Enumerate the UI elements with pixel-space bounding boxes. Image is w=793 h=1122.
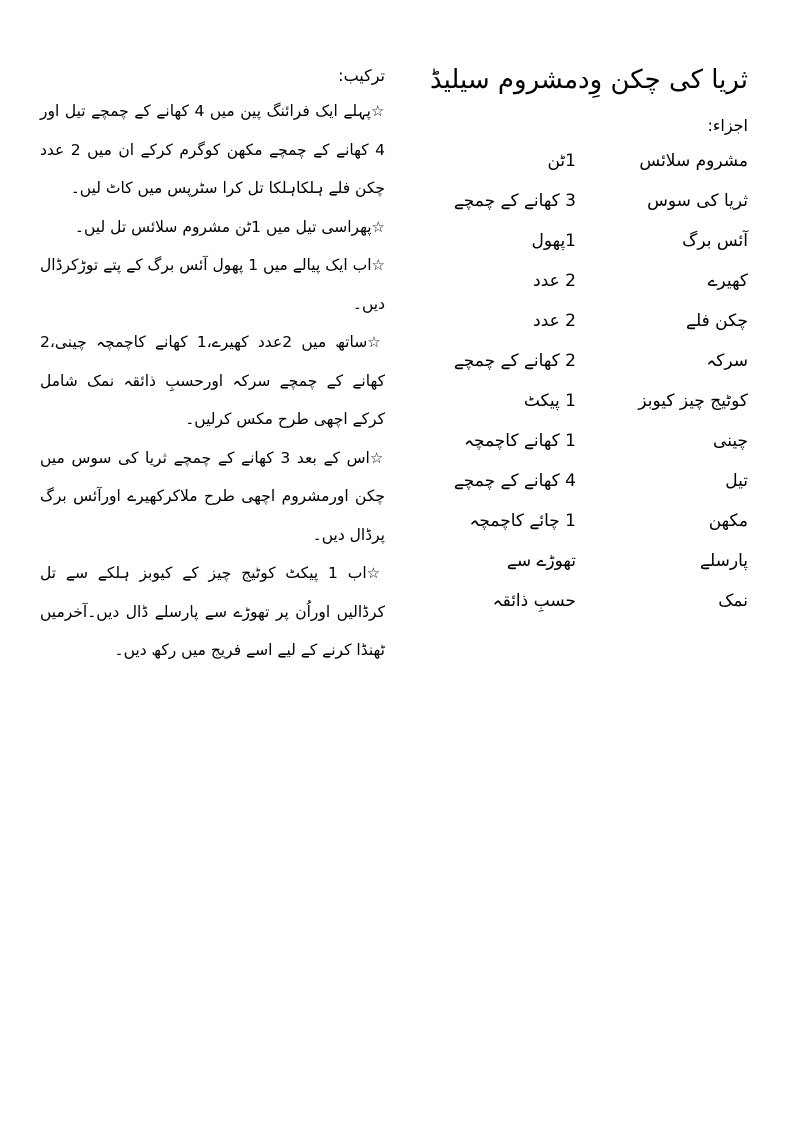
star-icon: ☆: [371, 217, 385, 236]
method-step-text: ساتھ میں 2عدد کھیرے،1 کھانے کاچمچہ چینی،2 کھانے کے چمچے سرکہ اورحسبِ ذائقہ نمک شامل کرکے اچھی طرح مکس کرلیں۔: [40, 333, 385, 428]
ingredient-row: [408, 382, 748, 420]
ingredient-quantity: تھوڑے سے: [506, 551, 576, 571]
ingredient-name: مشروم سلائس: [639, 151, 748, 171]
star-icon: ☆: [369, 448, 385, 467]
method-step: [40, 554, 385, 670]
ingredient-quantity: 1پھول: [531, 231, 576, 251]
ingredient-row: [408, 582, 748, 620]
ingredient-name: ثریا کی سوس: [647, 191, 748, 211]
ingredient-quantity: 1ٹن: [547, 151, 576, 171]
star-icon: ☆: [370, 102, 386, 120]
ingredient-row: [408, 342, 748, 380]
method-step-text: اب 1 پیکٹ کوٹیج چیز کے کیوبز ہلکے سے تل کرڈالیں اوراُن پر تھوڑے سے پارسلے ڈال دیں۔آخرمیں ٹھنڈا کرنے کے لیے اسے فریج میں رکھ دیں۔: [40, 564, 385, 659]
recipe-title: ثریا کی چکن وِدمشروم سیلیڈ: [429, 65, 748, 95]
method-step-text: اس کے بعد 3 کھانے کے چمچے ثریا کی سوس میں چکن اورمشروم اچھی طرح ملاکرکھیرے اورآئس برگ پرڈال دیں۔: [40, 448, 385, 544]
ingredient-quantity: 2 عدد: [533, 271, 576, 291]
ingredient-quantity: 2 عدد: [533, 311, 576, 331]
ingredient-name: چکن فلے: [686, 311, 748, 331]
ingredient-name: نمک: [718, 591, 748, 611]
ingredient-row: [408, 422, 748, 460]
ingredient-name: تیل: [725, 471, 748, 491]
ingredient-row: [408, 302, 748, 340]
ingredients-list: [408, 142, 748, 622]
ingredient-row: [408, 222, 748, 260]
ingredient-row: [408, 502, 748, 540]
ingredient-name: پارسلے: [700, 551, 748, 571]
ingredient-row: [408, 462, 748, 500]
ingredient-quantity: 1 پیکٹ: [523, 391, 576, 411]
method-heading: ترکیب:: [338, 66, 385, 85]
method-step: [40, 208, 385, 247]
ingredient-quantity: 3 کھانے کے چمچے: [453, 191, 576, 211]
ingredients-heading: اجزاء:: [707, 116, 748, 135]
method-step-text: پہلے ایک فرائنگ پین میں 4 کھانے کے چمچے تیل اور 4 کھانے کے چمچے مکھن کوگرم کرکے ان میں 2 عدد چکن فلے ہلکاہلکا تل کرا سٹرپس میں کاٹ لیں۔: [40, 102, 385, 197]
ingredient-quantity: حسبِ ذائقہ: [492, 591, 576, 611]
ingredient-name: کھیرے: [707, 271, 748, 291]
ingredient-name: مکھن: [708, 511, 748, 531]
ingredient-row: [408, 142, 748, 180]
ingredient-quantity: 1 کھانے کاچمچہ: [464, 431, 576, 451]
method-step: [40, 246, 385, 323]
method-step: [40, 439, 385, 555]
method-step: [40, 92, 385, 208]
star-icon: ☆: [371, 256, 385, 274]
ingredient-name: چینی: [713, 431, 748, 451]
method-step: [40, 323, 385, 439]
star-icon: ☆: [366, 564, 386, 582]
ingredient-row: [408, 182, 748, 220]
ingredient-row: [408, 262, 748, 300]
method-step-text: اب ایک پیالے میں 1 پھول آئس برگ کے پتے توڑکرڈال دیں۔: [40, 256, 385, 313]
ingredient-quantity: 4 کھانے کے چمچے: [453, 471, 576, 491]
ingredient-row: [408, 542, 748, 580]
ingredient-name: آئس برگ: [682, 231, 748, 251]
star-icon: ☆: [367, 333, 386, 351]
ingredient-name: کوٹیج چیز کیوبز: [638, 391, 748, 411]
ingredient-name: سرکہ: [706, 351, 748, 371]
ingredient-quantity: 2 کھانے کے چمچے: [453, 351, 576, 371]
method-text: [40, 92, 385, 670]
ingredient-quantity: 1 چائے کاچمچہ: [469, 511, 576, 531]
method-step-text: پھراسی تیل میں 1ٹن مشروم سلائس تل لیں۔: [74, 217, 372, 236]
